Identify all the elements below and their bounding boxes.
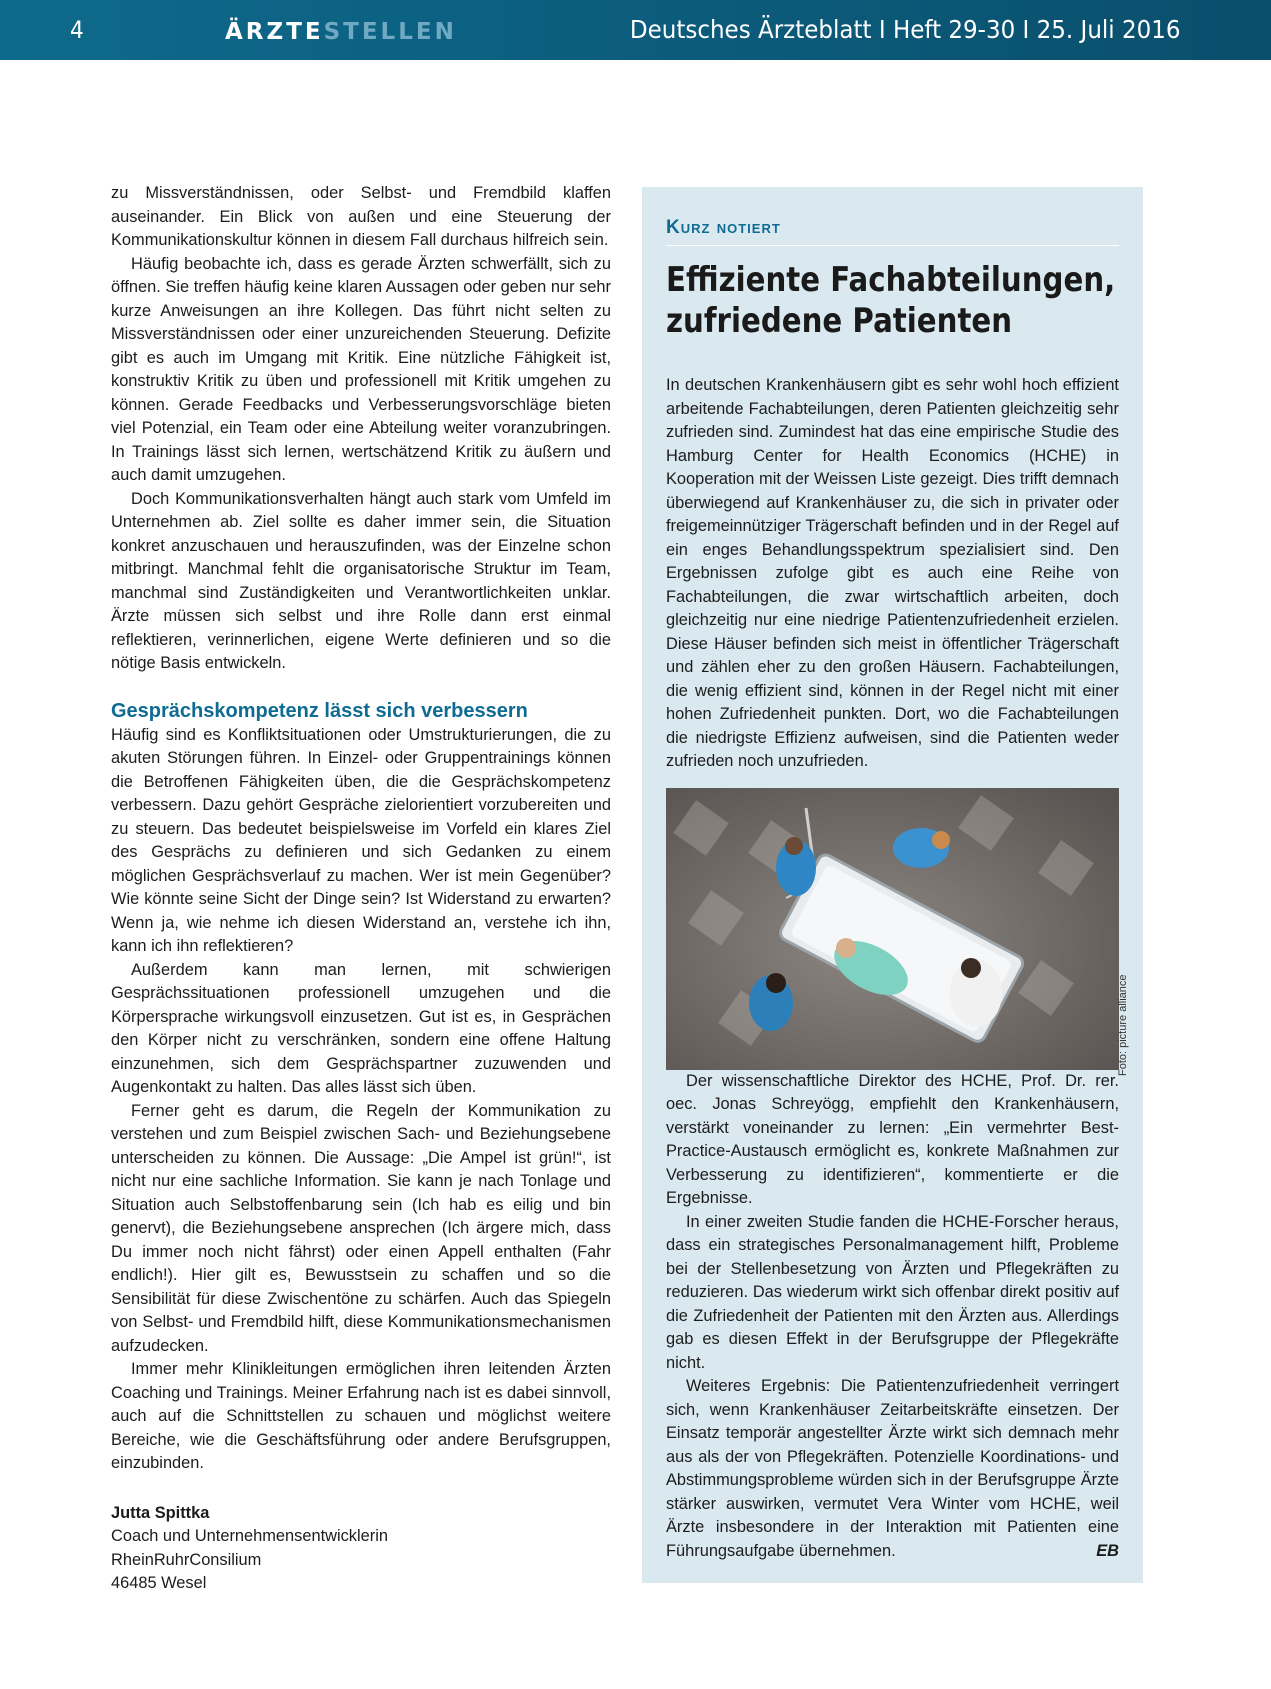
author-block — [111, 1502, 611, 1596]
photo-credit: Foto: picture alliance — [1117, 974, 1129, 1076]
box-title-line1: Effiziente Fachabteilungen, — [666, 260, 1116, 300]
hospital-photo-illustration — [666, 788, 1119, 1070]
author-signature: EB — [1096, 1541, 1119, 1560]
section-heading: Gesprächskompetenz lässt sich verbessern — [111, 699, 528, 722]
paragraph-text: Weiteres Ergebnis: Die Patientenzufriedenheit verringert sich, wenn Krankenhäuser Zeitarbeitskräfte einsetzen. Der Einsatz temporär angestellter Ärzte wirkt sich demnach mehr aus als der von Pflegekräften. Potenzielle Koordinations- und Abstimmungsprobleme würden sich in der Berufsgruppe Ärzte stärker auswirken, vermutet Vera Winter vom HCHE, weil Ärzte insbesondere in der Interaktion mit Patienten eine Führungsaufgabe übernehmen. — [666, 1377, 1119, 1560]
article-column — [111, 182, 611, 1596]
paragraph: Häufig beobachte ich, dass es gerade Ärzten schwerfällt, sich zu öffnen. Sie treffen häufig keine klaren Aussagen oder geben nur sehr kurze Anweisungen an ihre Kollegen. Das führt nicht selten zu Missverständnissen oder einer unzureichenden Steuerung. Defizite gibt es auch im Umgang mit Kritik. Eine nützliche Fähigkeit ist, konstruktiv Kritik zu üben und professionell mit Kritik umgehen zu können. Gerade Feedbacks und Verbesserungsvorschläge bieten viel Potenzial, ein Team oder eine Abteilung weiter voranzubringen. In Trainings lässt sich lernen, wertschätzend Kritik zu äußern und auch damit umzugehen. — [111, 254, 611, 484]
paragraph: Der wissenschaftliche Direktor des HCHE, Prof. Dr. rer. oec. Jonas Schreyögg, empfiehlt den Krankenhäusern, verstärkt voneinander zu lernen: „Ein vermehrter Best-Practice-Austausch ermöglicht es, konkrete Maßnahmen zur Verbesserung zu identifizieren“, kommentierte er die Ergebnisse. — [666, 1071, 1119, 1207]
author-name: Jutta Spittka — [111, 1503, 210, 1522]
news-box — [642, 187, 1143, 1583]
paragraph: Häufig sind es Konfliktsituationen oder Umstrukturierungen, die zu akuten Störungen führen. In Einzel- oder Gruppentrainings können die Betroffenen Fähigkeiten üben, die die Gesprächskompetenz verbessern. Dazu gehört Gespräche zielorientiert vorzubereiten und zu steuern. Das bedeutet beispielsweise im Vorfeld ein klares Ziel des Gesprächs zu definieren und sich Gedanken zu einem möglichen Gesprächsverlauf zu machen. Wer ist mein Gegenüber? Wie könnte seine Sicht der Dinge sein? Ist Widerstand zu erwarten? Wenn ja, wie nehme ich diesen Widerstand an, verstehe ich ihn, kann ich ihn reflektieren? — [111, 725, 611, 955]
paragraph: Doch Kommunikationsverhalten hängt auch stark vom Umfeld im Unternehmen ab. Ziel sollte es daher immer sein, die Situation konkret anzuschauen und herauszufinden, was der Einzelne schon mitbringt. Manchmal fehlt die organisatorische Struktur im Team, manchmal sind Zuständigkeiten und Verantwortlichkeiten unklar. Ärzte müssen sich selbst und ihre Rolle dann erst einmal reflektieren, verinnerlichen, eigene Werte definieren und so die nötige Basis entwickeln. — [111, 489, 611, 672]
author-city: 46485 Wesel — [111, 1574, 207, 1592]
paragraph: zu Missverständnissen, oder Selbst- und Fremdbild klaffen auseinander. Ein Blick von außen und eine Steuerung der Kommunikationskultur können in diesem Fall durchaus hilfreich sein. — [111, 184, 611, 249]
paragraph: Ferner geht es darum, die Regeln der Kommunikation zu verstehen und zum Beispiel zwischen Sach- und Beziehungsebene unterscheiden zu können. Die Aussage: „Die Ampel ist grün!“, ist nicht nur eine sachliche Information. Sie kann je nach Tonlage und Situation auch Selbstoffenbarung sein (Ich hab es eilig und bin genervt), die Beziehungsebene ansprechen (Ich ärgere mich, dass Du immer noch nicht fährst) oder einen Appell enthalten (Fahr endlich!). Hier gilt es, Bewusstsein zu schaffen und so die Sensibilität für diese Zwischentöne zu schärfen. Auch das Spiegeln von Selbst- und Fremdbild hilft, diese Kommunikationsmechanismen aufzudecken. — [111, 1101, 611, 1355]
page-number: 4 — [70, 16, 84, 44]
paragraph: Immer mehr Klinikleitungen ermöglichen ihren leitenden Ärzten Coaching und Trainings. Meiner Erfahrung nach ist es dabei sinnvoll, auch auf die Schnittstellen zu schauen und möglichst weitere Bereiche, wie die Geschäftsführung oder andere Berufsgruppen, einzubinden. — [111, 1360, 611, 1472]
brand-part2: STELLEN — [323, 19, 457, 45]
paragraph — [666, 1375, 1119, 1563]
page-header — [0, 0, 1271, 60]
brand-part1: ÄRZTE — [225, 19, 324, 45]
author-role: Coach und Unternehmensentwicklerin — [111, 1527, 388, 1545]
box-title — [666, 260, 1120, 342]
box-kicker: Kurz notiert — [666, 217, 1119, 246]
paragraph: In einer zweiten Studie fanden die HCHE-Forscher heraus, dass ein strategisches Personalmanagement hilft, Probleme bei der Stellenbesetzung von Ärzten und Pflegekräften zu reduzieren. Das wiederum wirkt sich offenbar direkt positiv auf die Zufriedenheit der Patienten mit den Ärzten aus. Allerdings gab es diesen Effekt in der Berufsgruppe der Pflegekräfte nicht. — [666, 1212, 1119, 1372]
issue-info: Deutsches Ärzteblatt I Heft 29-30 I 25. Juli 2016 — [630, 15, 1181, 44]
hospital-photo — [666, 788, 1119, 1070]
box-title-line2: zufriedene Patienten — [666, 301, 1013, 341]
paragraph: Außerdem kann man lernen, mit schwierigen Gesprächssituationen professionell umzugehen und die Körpersprache wirkungsvoll einzusetzen. Gut ist es, in Gesprächen den Körper nicht zu verschränken, sondern eine offene Haltung einzunehmen, sich dem Gesprächspartner zuzuwenden und Augenkontakt zu halten. Das alles lässt sich üben. — [111, 960, 611, 1096]
brand-logo — [225, 19, 457, 45]
box-lead: In deutschen Krankenhäusern gibt es sehr wohl hoch effizient arbeitende Fachabteilungen, deren Patienten gleichzeitig sehr zufrieden sind. Zumindest hat das eine empirische Studie des Hamburg Center for Health Economics (HCHE) in Kooperation mit der Weissen Liste gezeigt. Dies trifft demnach überwiegend auf Krankenhäuser zu, die sich in privater oder freigemeinnütziger Trägerschaft befinden und in der Regel auf ein enges Behandlungsspektrum spezialisiert sind. Den Ergebnissen zufolge gibt es auch eine Reihe von Fachabteilungen, die zwar wirtschaftlich arbeiten, doch gleichzeitig nur eine niedrige Patientenzufriedenheit erzielen. Diese Häuser befinden sich meist in öffentlicher Trägerschaft und zählen eher zu den großen Häusern. Fachabteilungen, die wenig effizient sind, können in der Regel nicht mit einer hohen Zufriedenheit punkten. Dort, wo die Fachabteilungen die niedrigste Effizienz aufweisen, sind die Patienten weder zufrieden noch unzufrieden. — [666, 376, 1119, 770]
author-company: RheinRuhrConsilium — [111, 1550, 262, 1569]
